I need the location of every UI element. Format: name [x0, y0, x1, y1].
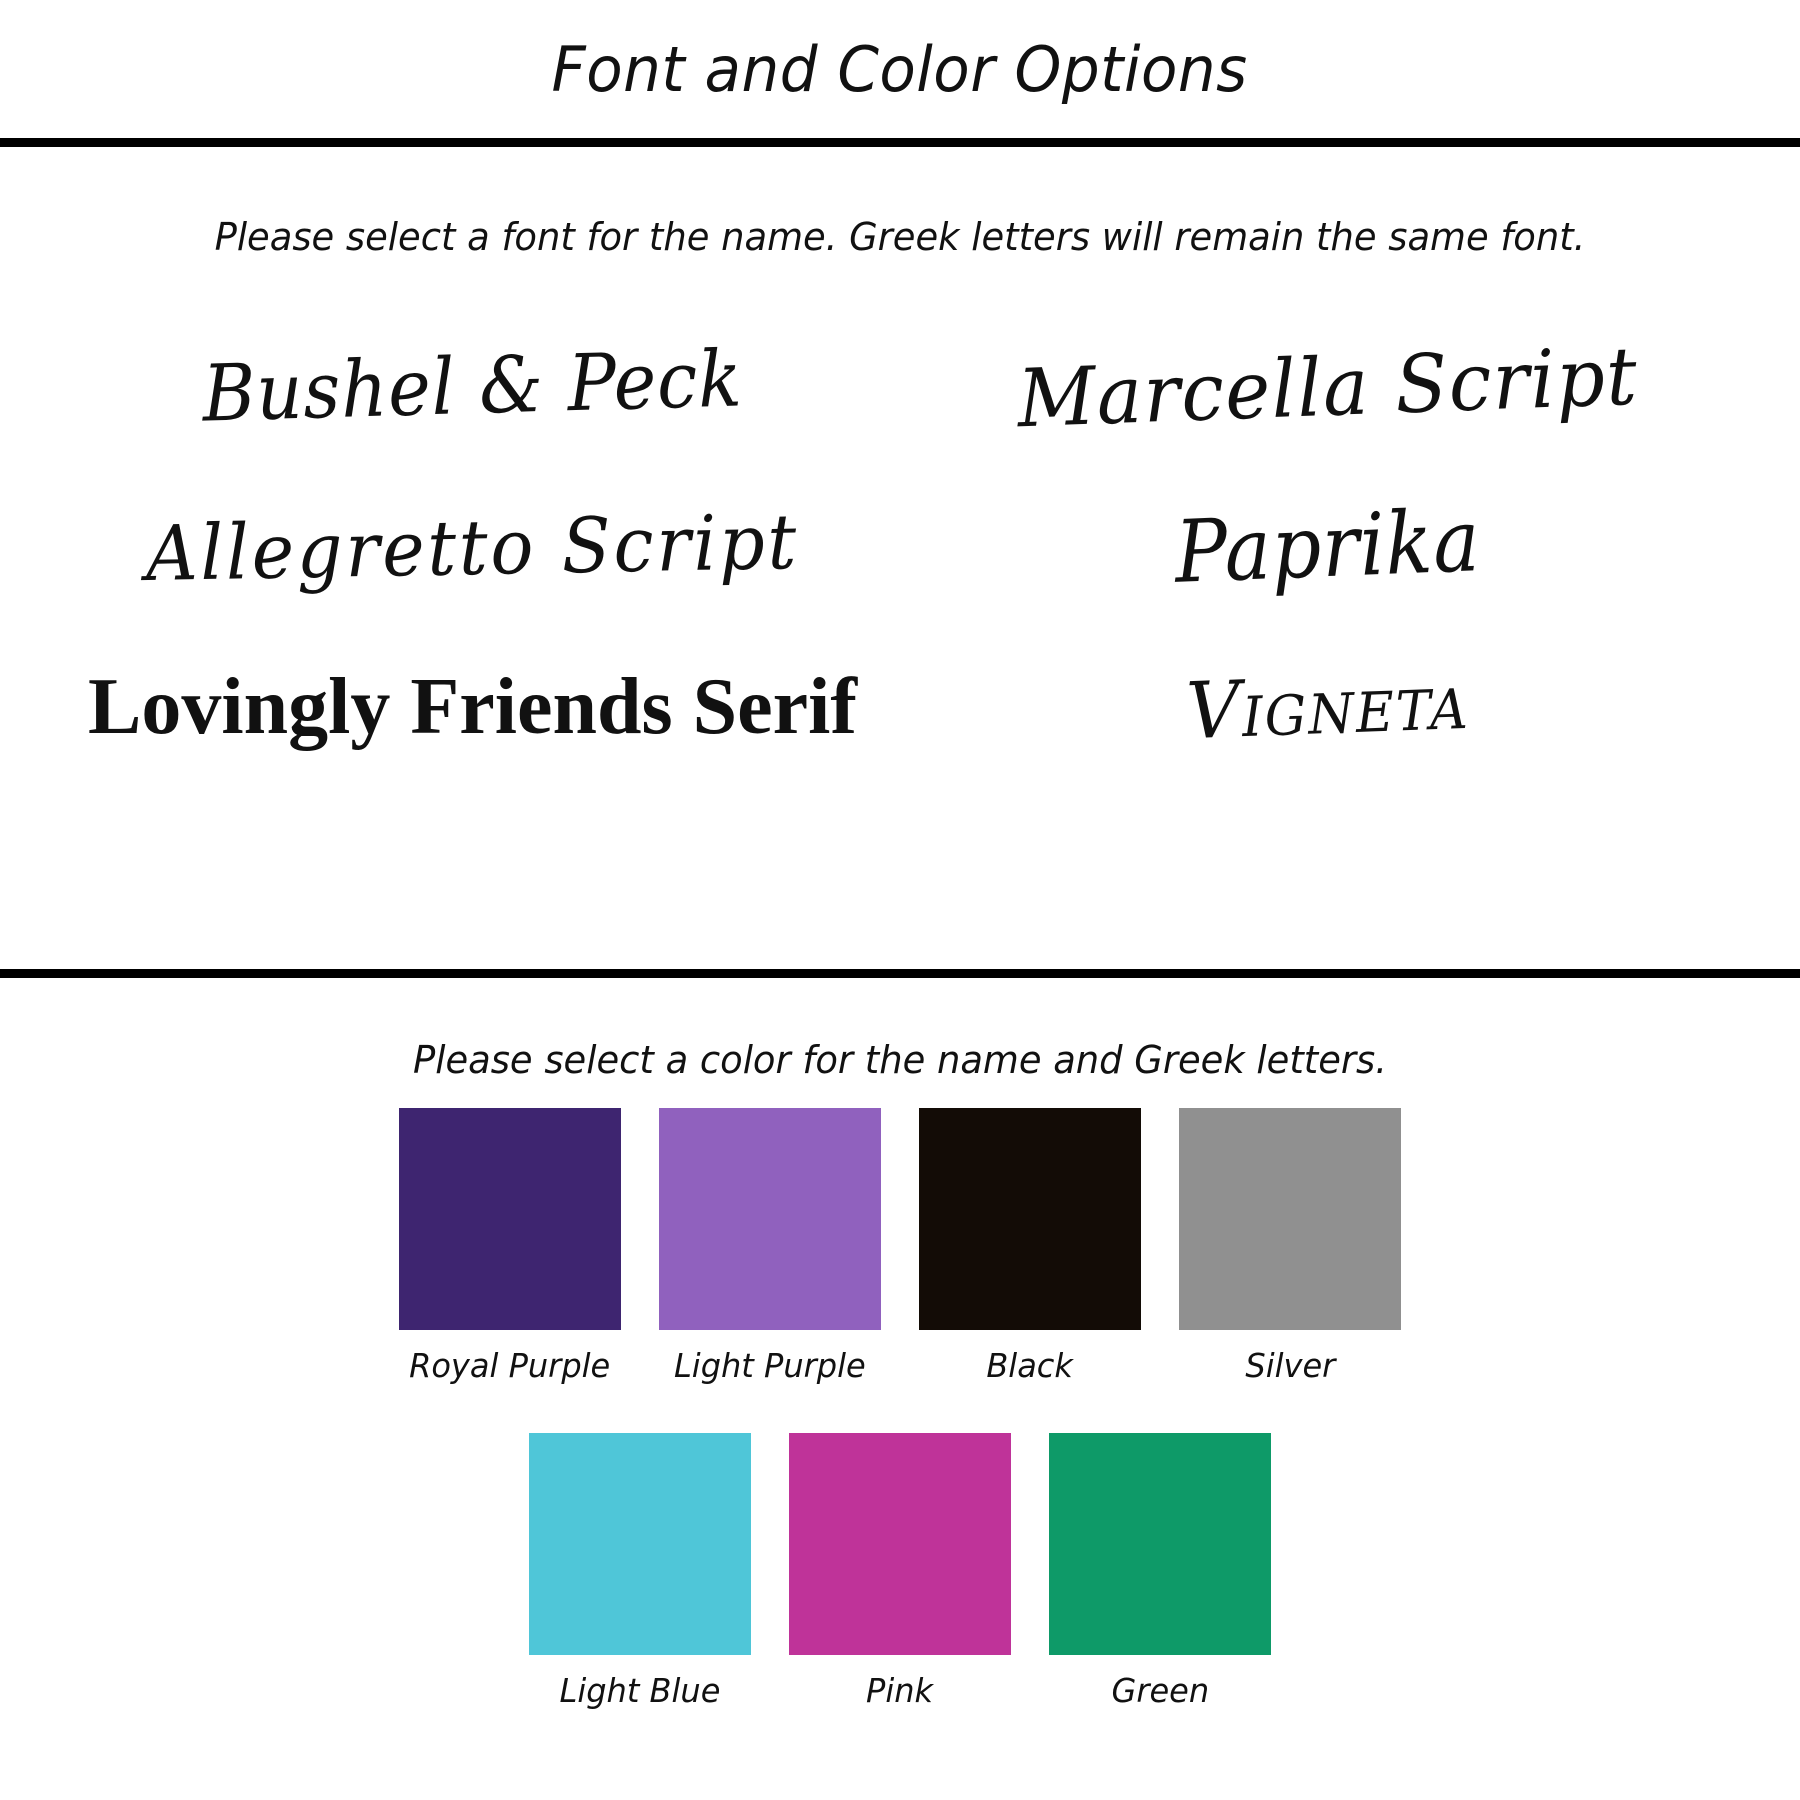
color-chip[interactable] [399, 1108, 621, 1330]
color-chip[interactable] [919, 1108, 1141, 1330]
divider-top [0, 138, 1800, 147]
color-label: Light Blue [559, 1671, 721, 1710]
color-label: Pink [866, 1671, 934, 1710]
color-swatch-silver[interactable] [1179, 1108, 1401, 1385]
font-option-label: Vigneta [1184, 656, 1471, 758]
page-header [0, 0, 1800, 138]
color-swatch-green[interactable] [1049, 1433, 1271, 1710]
color-options-section [0, 978, 1800, 1800]
color-swatch-pink[interactable] [789, 1433, 1011, 1710]
color-swatch-black[interactable] [919, 1108, 1141, 1385]
font-options-section [0, 147, 1800, 969]
font-option-paprika[interactable] [900, 467, 1755, 627]
font-option-vigneta[interactable] [900, 627, 1755, 787]
color-chip[interactable] [659, 1108, 881, 1330]
color-swatch-row-1 [0, 1108, 1800, 1385]
font-option-label: Lovingly Friends Serif [88, 662, 857, 751]
color-chip[interactable] [529, 1433, 751, 1655]
color-swatch-light-purple[interactable] [659, 1108, 881, 1385]
page-title: Font and Color Options [551, 32, 1249, 106]
color-instruction-text: Please select a color for the name and Greek letters. [412, 1038, 1387, 1082]
divider-bottom [0, 969, 1800, 978]
font-option-allegretto-script[interactable] [45, 467, 900, 627]
color-label: Green [1111, 1671, 1209, 1710]
font-instruction-text: Please select a font for the name. Greek letters will remain the same font. [214, 215, 1586, 259]
color-label: Light Purple [674, 1346, 866, 1385]
font-option-marcella-script[interactable] [900, 307, 1755, 467]
font-options-grid [0, 307, 1800, 787]
color-chip[interactable] [789, 1433, 1011, 1655]
color-swatch-light-blue[interactable] [529, 1433, 751, 1710]
font-option-bushel-and-peck[interactable] [45, 307, 900, 467]
font-option-label: Marcella Script [1015, 329, 1640, 445]
color-chip[interactable] [1179, 1108, 1401, 1330]
color-label: Black [986, 1346, 1074, 1385]
font-option-lovingly-friends-serif[interactable] [45, 627, 900, 787]
color-chip[interactable] [1049, 1433, 1271, 1655]
font-option-label: Paprika [1173, 491, 1482, 603]
font-option-label: Allegretto Script [145, 496, 800, 598]
color-label: Silver [1245, 1346, 1335, 1385]
color-label: Royal Purple [409, 1346, 611, 1385]
color-swatch-row-2 [0, 1433, 1800, 1710]
color-swatch-royal-purple[interactable] [399, 1108, 621, 1385]
font-option-label: Bushel & Peck [201, 334, 744, 440]
